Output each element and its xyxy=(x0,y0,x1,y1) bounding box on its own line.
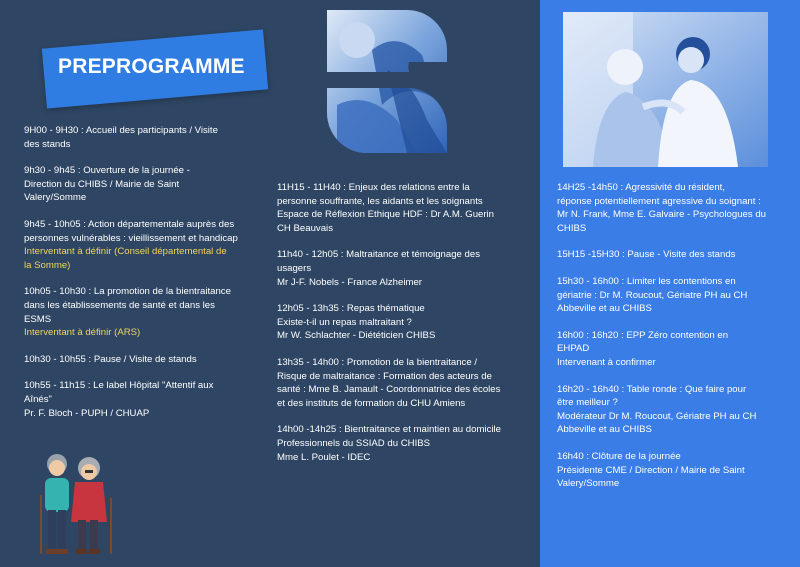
logo-photo-icon xyxy=(327,10,449,153)
speaker-to-confirm: Intervenant à confirmer xyxy=(557,356,656,368)
entry-line: Mme L. Poulet - IDEC xyxy=(277,451,371,463)
entry-line: dans les établissements de santé et dans les xyxy=(24,299,215,311)
entry-line: 16h40 : Clôture de la journée xyxy=(557,450,681,462)
entry-line: 10h55 - 11h15 : Le label Hôpital "Attentif aux xyxy=(24,380,214,392)
entry-line: 10h05 - 10h30 : La promotion de la bientraitance xyxy=(24,286,231,298)
entry-line: 9h45 - 10h05 : Action départementale auprès des xyxy=(24,218,235,230)
entry-line: des stands xyxy=(24,138,71,150)
entry-line: personnes vulnérables : vieillissement et handicap xyxy=(24,232,238,244)
programme-entry xyxy=(24,164,260,205)
entry-line: 9H00 - 9H30 : Accueil des participants / Visite xyxy=(24,125,218,136)
programme-entry xyxy=(277,248,512,289)
entry-line: 15h30 - 16h00 : Limiter les contentions en xyxy=(557,275,736,287)
entry-line: Mr W. Schlachter - Diététicien CHIBS xyxy=(277,330,436,342)
programme-entry xyxy=(24,218,260,272)
entry-line: Pr. F. Bloch - PUPH / CHUAP xyxy=(24,407,150,419)
programme-entry xyxy=(277,356,512,410)
programme-entry xyxy=(24,353,260,367)
programme-column-morning xyxy=(24,124,260,433)
entry-line: 15H15 -15H30 : Pause - Visite des stands xyxy=(557,249,736,261)
entry-line: Espace de Réflexion Ethique HDF : Dr A.M. Guerin xyxy=(277,209,495,221)
entry-line: 13h35 - 14h00 : Promotion de la bientraitance / xyxy=(277,356,478,368)
entry-line: gériatrie : Dr M. Roucout, Gériatre PH au CH xyxy=(557,289,748,301)
entry-line: Aînés" xyxy=(24,393,52,405)
entry-line: 16h20 - 16h40 : Table ronde : Que faire pour xyxy=(557,383,747,395)
programme-entry xyxy=(557,329,789,370)
programme-column-midday xyxy=(277,181,512,477)
speaker-to-confirm: Interventant à définir (Conseil départemental de xyxy=(24,246,227,258)
entry-line: Mr J-F. Nobels - France Alzheimer xyxy=(277,276,423,288)
entry-line: Abbeville et au CHIBS xyxy=(557,424,652,436)
entry-line: 16h00 : 16h20 : EPP Zéro contention en xyxy=(557,329,729,341)
entry-line: Présidente CME / Direction / Mairie de Saint xyxy=(557,464,745,476)
programme-entry xyxy=(277,302,512,343)
speaker-to-confirm: la Somme) xyxy=(24,259,71,271)
entry-line: ESMS xyxy=(24,313,52,325)
entry-line: 14H25 -14h50 : Agressivité du résident, xyxy=(557,182,725,193)
programme-entry xyxy=(557,450,789,491)
programme-entry xyxy=(24,124,260,151)
entry-line: usagers xyxy=(277,262,312,274)
entry-line: Mr N. Frank, Mme E. Galvaire - Psychologues du xyxy=(557,209,766,221)
elderly-couple-illustration xyxy=(33,450,115,558)
entry-line: 11h40 - 12h05 : Maltraitance et témoignage des xyxy=(277,249,481,261)
entry-line: Abbeville et au CHIBS xyxy=(557,303,652,315)
entry-line: CH Beauvais xyxy=(277,222,333,234)
entry-line: Existe-t-il un repas maltraitant ? xyxy=(277,316,412,328)
entry-line: et des instituts de formation du CHU Amiens xyxy=(277,397,466,409)
entry-line: CHIBS xyxy=(557,222,587,234)
entry-line: EHPAD xyxy=(557,343,590,355)
entry-line: personne souffrante, les aidants et les soignants xyxy=(277,195,483,207)
programme-entry xyxy=(277,181,512,235)
entry-line: 10h30 - 10h55 : Pause / Visite de stands xyxy=(24,353,197,365)
programme-entry xyxy=(277,423,512,464)
programme-entry xyxy=(557,275,789,316)
entry-line: Risque de maltraitance : Formation des acteurs de xyxy=(277,370,492,382)
nurse-elderly-photo xyxy=(563,12,768,167)
entry-line: Valery/Somme xyxy=(557,478,620,490)
entry-line: Professionnels du SSIAD du CHIBS xyxy=(277,437,431,449)
entry-line: 9h30 - 9h45 : Ouverture de la journée - xyxy=(24,165,190,177)
entry-line: réponse potentiellement agressive du soignant : xyxy=(557,195,761,207)
programme-column-afternoon xyxy=(557,181,789,504)
entry-line: Direction du CHIBS / Mairie de Saint xyxy=(24,178,180,190)
programme-entry xyxy=(557,181,789,235)
programme-entry xyxy=(24,379,260,420)
entry-line: 12h05 - 13h35 : Repas thématique xyxy=(277,303,425,315)
page-title: PREPROGRAMME xyxy=(58,55,245,78)
entry-line: Modérateur Dr M. Roucout, Gériatre PH au CH xyxy=(557,410,757,422)
programme-entry xyxy=(557,383,789,437)
entry-line: santé : Mme B. Jamault - Coordonnatrice des écoles xyxy=(277,384,501,396)
programme-entry xyxy=(557,248,789,262)
entry-line: Valery/Somme xyxy=(24,192,87,204)
programme-entry xyxy=(24,285,260,339)
speaker-to-confirm: Interventant à définir (ARS) xyxy=(24,327,141,339)
entry-line: être meilleur ? xyxy=(557,397,618,409)
entry-line: 14h00 -14h25 : Bientraitance et maintien au domicile xyxy=(277,424,501,436)
entry-line: 11H15 - 11H40 : Enjeux des relations entre la xyxy=(277,182,470,193)
